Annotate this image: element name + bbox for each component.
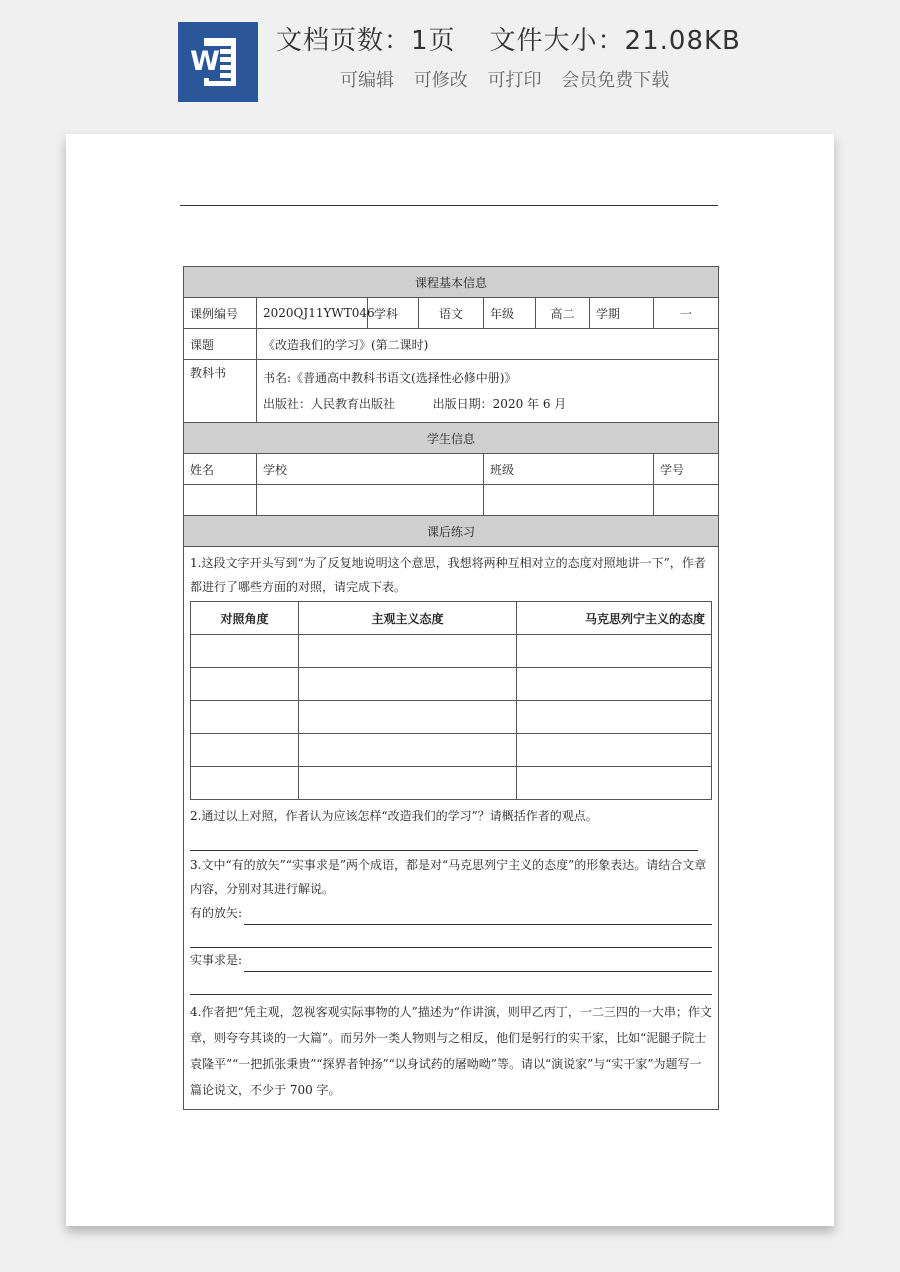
q3-answer-a-line[interactable] (244, 908, 712, 925)
textbook-publisher: 出版社：人民教育出版社 (263, 397, 396, 411)
exercise-header: 课后练习 (184, 516, 719, 547)
worksheet-table (183, 266, 719, 1110)
file-meta (276, 20, 741, 57)
document-page (66, 134, 834, 1226)
compare-col-angle: 对照角度 (191, 602, 299, 635)
page-count: 文档页数：1页 (276, 26, 456, 56)
q3-answer-b-row (190, 948, 712, 972)
student-class-field[interactable] (484, 485, 654, 516)
compare-row (191, 635, 712, 668)
subject-label: 学科 (368, 298, 419, 329)
q3-answer-b-line[interactable] (244, 955, 712, 972)
textbook-label: 教科书 (184, 360, 257, 423)
question-3: 3.文中“有的放矢”“实事求是”两个成语，都是对“马克思列宁主义的态度”的形象表达。请结合文章内容，分别对其进行解说。 (190, 858, 707, 896)
textbook-date: 出版日期：2020 年 6 月 (432, 397, 567, 411)
textbook-info (257, 360, 719, 423)
textbook-title: 书名:《普通高中教科书语文(选择性必修中册)》 (263, 371, 517, 385)
feature-editable: 可编辑 (340, 70, 394, 91)
student-school-field[interactable] (257, 485, 484, 516)
term-value: 一 (654, 298, 719, 329)
question-4: 4.作者把“凭主观，忽视客观实际事物的人”描述为“作讲演，则甲乙丙丁，一二三四的一大串；作文章，则夸夸其谈的一大篇”。而另外一类人物则与之相反，他们是躬行的实干家，比如“泥腿子院士袁隆平”“一把抓张秉贵”“探界者钟扬”“以身试药的屠呦呦”等。请以“演说家”与“实干家”为题写一篇论说文，不少于 700 字。 (190, 1005, 712, 1097)
q3-answer-b-label: 实事求是: (190, 953, 243, 967)
q3-answer-a-row (190, 901, 712, 925)
course-code-value: 2020QJ11YWT046 (257, 298, 368, 329)
student-name-field[interactable] (184, 485, 257, 516)
worksheet (183, 266, 718, 1110)
compare-row (191, 701, 712, 734)
student-id-field[interactable] (654, 485, 719, 516)
compare-row (191, 767, 712, 800)
textbook-publisher-line (263, 391, 712, 417)
feature-list (340, 66, 679, 92)
student-school-label: 学校 (257, 454, 484, 485)
question-1: 1.这段文字开头写到“为了反复地说明这个意思，我想将两种互相对立的态度对照地讲一下”，作者都进行了哪些方面的对照，请完成下表。 (190, 556, 706, 594)
grade-value: 高二 (536, 298, 590, 329)
basic-info-header: 课程基本信息 (184, 267, 719, 298)
header-rule (180, 205, 718, 206)
student-info-header: 学生信息 (184, 423, 719, 454)
question-2-answer-line[interactable] (190, 828, 698, 851)
compare-col-subjective: 主观主义态度 (299, 602, 517, 635)
word-document-icon (178, 22, 258, 102)
exercise-body (184, 547, 719, 1110)
course-code-label: 课例编号 (184, 298, 257, 329)
icon-letter: W (190, 46, 220, 77)
compare-col-marxist: 马克思列宁主义的态度 (517, 602, 712, 635)
term-label: 学期 (590, 298, 654, 329)
q3-answer-a-label: 有的放矢: (190, 906, 243, 920)
subject-value: 语文 (419, 298, 484, 329)
topic-value: 《改造我们的学习》(第二课时) (257, 329, 719, 360)
topic-label: 课题 (184, 329, 257, 360)
file-size: 文件大小：21.08KB (489, 26, 741, 56)
q3-answer-b-line-2[interactable] (190, 972, 712, 995)
student-name-label: 姓名 (184, 454, 257, 485)
feature-member-download: 会员免费下载 (561, 70, 670, 91)
banner (0, 0, 900, 118)
grade-label: 年级 (484, 298, 536, 329)
compare-row (191, 734, 712, 767)
student-class-label: 班级 (484, 454, 654, 485)
student-id-label: 学号 (654, 454, 719, 485)
feature-modifiable: 可修改 (413, 70, 468, 91)
question-2: 2.通过以上对照，作者认为应该怎样“改造我们的学习”？请概括作者的观点。 (190, 809, 598, 823)
q3-answer-a-line-2[interactable] (190, 925, 712, 948)
compare-row (191, 668, 712, 701)
feature-printable: 可打印 (487, 70, 542, 91)
comparison-table (190, 601, 712, 800)
